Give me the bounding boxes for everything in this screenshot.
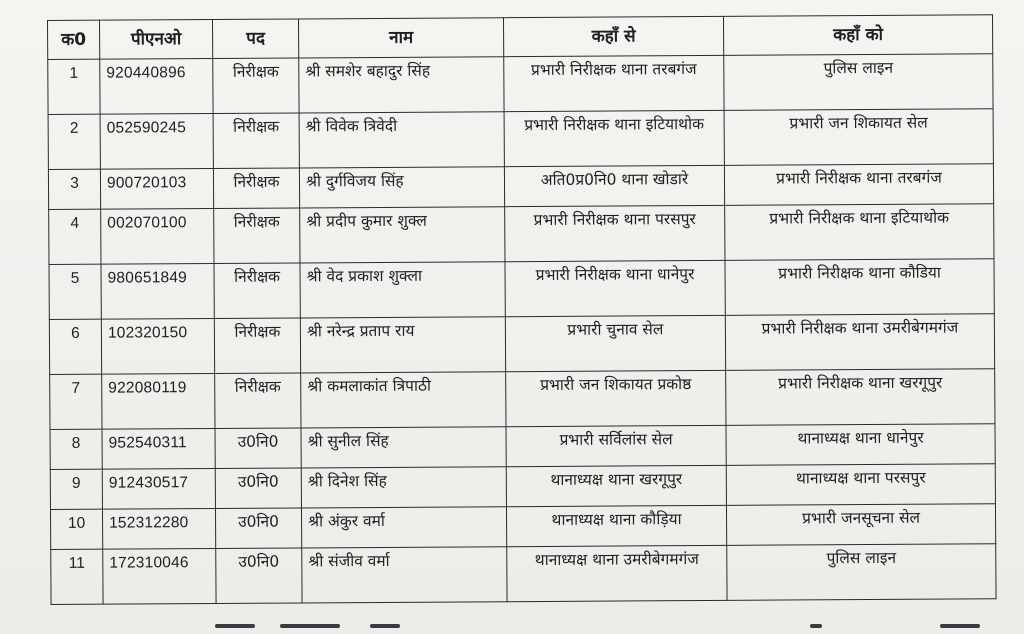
pno-cell: 920440896 <box>100 58 213 114</box>
from-cell: प्रभारी चुनाव सेल <box>505 315 725 371</box>
from-cell: प्रभारी सर्विलांस सेल <box>506 425 726 466</box>
to-cell: प्रभारी जन शिकायत सेल <box>724 109 993 166</box>
from-cell: अति0प्र0नि0 थाना खोडारे <box>504 165 724 206</box>
rank-cell: उ0नि0 <box>215 468 301 509</box>
header-serial: क0 <box>48 20 100 59</box>
from-cell: थानाध्यक्ष थाना खरगूपुर <box>506 465 726 506</box>
name-cell: श्री दिनेश सिंह <box>301 467 506 508</box>
rank-cell: उ0नि0 <box>216 548 302 604</box>
serial-cell: 11 <box>51 549 103 604</box>
pno-cell: 952540311 <box>102 428 215 469</box>
from-cell: प्रभारी निरीक्षक थाना तरबगंज <box>504 55 724 111</box>
header-pno: पीएनओ <box>100 19 213 59</box>
table-row <box>50 369 995 430</box>
pno-cell: 102320150 <box>101 318 214 374</box>
from-cell: प्रभारी जन शिकायत प्रकोष्ठ <box>506 370 726 426</box>
serial-cell: 4 <box>49 209 101 264</box>
table-header-row <box>48 15 993 60</box>
from-cell: थानाध्यक्ष थाना कौड़िया <box>506 505 726 546</box>
rank-cell: निरीक्षक <box>213 58 299 114</box>
serial-cell: 10 <box>50 509 102 549</box>
name-cell: श्री सुनील सिंह <box>301 427 506 468</box>
name-cell: श्री प्रदीप कुमार शुक्ल <box>300 207 505 263</box>
transfer-table <box>47 14 997 605</box>
rank-cell: उ0नि0 <box>215 508 301 549</box>
to-cell: प्रभारी जनसूचना सेल <box>726 504 995 546</box>
pno-cell: 900720103 <box>100 168 213 209</box>
to-cell: प्रभारी निरीक्षक थाना तरबगंज <box>724 164 993 206</box>
rank-cell: निरीक्षक <box>214 263 300 319</box>
table-row <box>48 164 993 210</box>
header-from: कहाँ से <box>503 16 723 56</box>
pno-cell: 152312280 <box>102 508 215 549</box>
to-cell: थानाध्यक्ष थाना धानेपुर <box>726 424 995 466</box>
to-cell: प्रभारी निरीक्षक थाना खरगूपुर <box>726 369 995 426</box>
to-cell: प्रभारी निरीक्षक थाना उमरीबेगमगंज <box>725 314 994 371</box>
pno-cell: 172310046 <box>103 548 216 604</box>
name-cell: श्री वेद प्रकाश शुक्ला <box>300 262 505 318</box>
table-row <box>48 54 993 115</box>
rank-cell: निरीक्षक <box>214 208 300 264</box>
name-cell: श्री समशेर बहादुर सिंह <box>299 57 504 113</box>
name-cell: श्री विवेक त्रिवेदी <box>299 112 504 168</box>
name-cell: श्री अंकुर वर्मा <box>301 507 506 548</box>
from-cell: प्रभारी निरीक्षक थाना इटियाथोक <box>504 110 724 166</box>
to-cell: थानाध्यक्ष थाना परसपुर <box>726 464 995 506</box>
table-row <box>49 259 994 320</box>
serial-cell: 8 <box>50 429 102 469</box>
name-cell: श्री कमलाकांत त्रिपाठी <box>301 372 506 428</box>
pno-cell: 922080119 <box>102 373 215 429</box>
pno-cell: 002070100 <box>101 208 214 264</box>
serial-cell: 7 <box>50 374 102 429</box>
pno-cell: 912430517 <box>102 468 215 509</box>
table-row <box>50 504 995 550</box>
serial-cell: 2 <box>48 114 100 169</box>
header-name: नाम <box>298 18 503 58</box>
to-cell: पुलिस लाइन <box>724 54 993 111</box>
header-rank: पद <box>212 19 298 59</box>
from-cell: प्रभारी निरीक्षक थाना परसपुर <box>505 205 725 261</box>
to-cell: पुलिस लाइन <box>727 544 996 601</box>
rank-cell: निरीक्षक <box>213 168 299 209</box>
rank-cell: उ0नि0 <box>215 428 301 469</box>
table-row <box>50 424 995 470</box>
serial-cell: 9 <box>50 469 102 509</box>
serial-cell: 1 <box>48 59 100 114</box>
table-row <box>49 204 994 265</box>
to-cell: प्रभारी निरीक्षक थाना कौडिया <box>725 259 994 316</box>
serial-cell: 6 <box>49 319 101 374</box>
serial-cell: 5 <box>49 264 101 319</box>
rank-cell: निरीक्षक <box>215 373 301 429</box>
rank-cell: निरीक्षक <box>213 113 299 169</box>
name-cell: श्री नरेन्द्र प्रताप राय <box>300 317 505 373</box>
table-row <box>50 464 995 510</box>
rank-cell: निरीक्षक <box>214 318 300 374</box>
table-row <box>49 314 994 375</box>
header-to: कहाँ को <box>723 15 992 56</box>
name-cell: श्री संजीव वर्मा <box>302 547 507 603</box>
serial-cell: 3 <box>48 169 100 209</box>
pno-cell: 980651849 <box>101 263 214 319</box>
from-cell: प्रभारी निरीक्षक थाना धानेपुर <box>505 260 725 316</box>
table-row <box>48 109 993 170</box>
name-cell: श्री दुर्गविजय सिंह <box>299 167 504 208</box>
from-cell: थानाध्यक्ष थाना उमरीबेगमगंज <box>507 545 727 601</box>
pno-cell: 052590245 <box>100 113 213 169</box>
to-cell: प्रभारी निरीक्षक थाना इटियाथोक <box>725 204 994 261</box>
cut-off-text-line <box>0 618 1024 634</box>
table-row <box>51 544 996 605</box>
